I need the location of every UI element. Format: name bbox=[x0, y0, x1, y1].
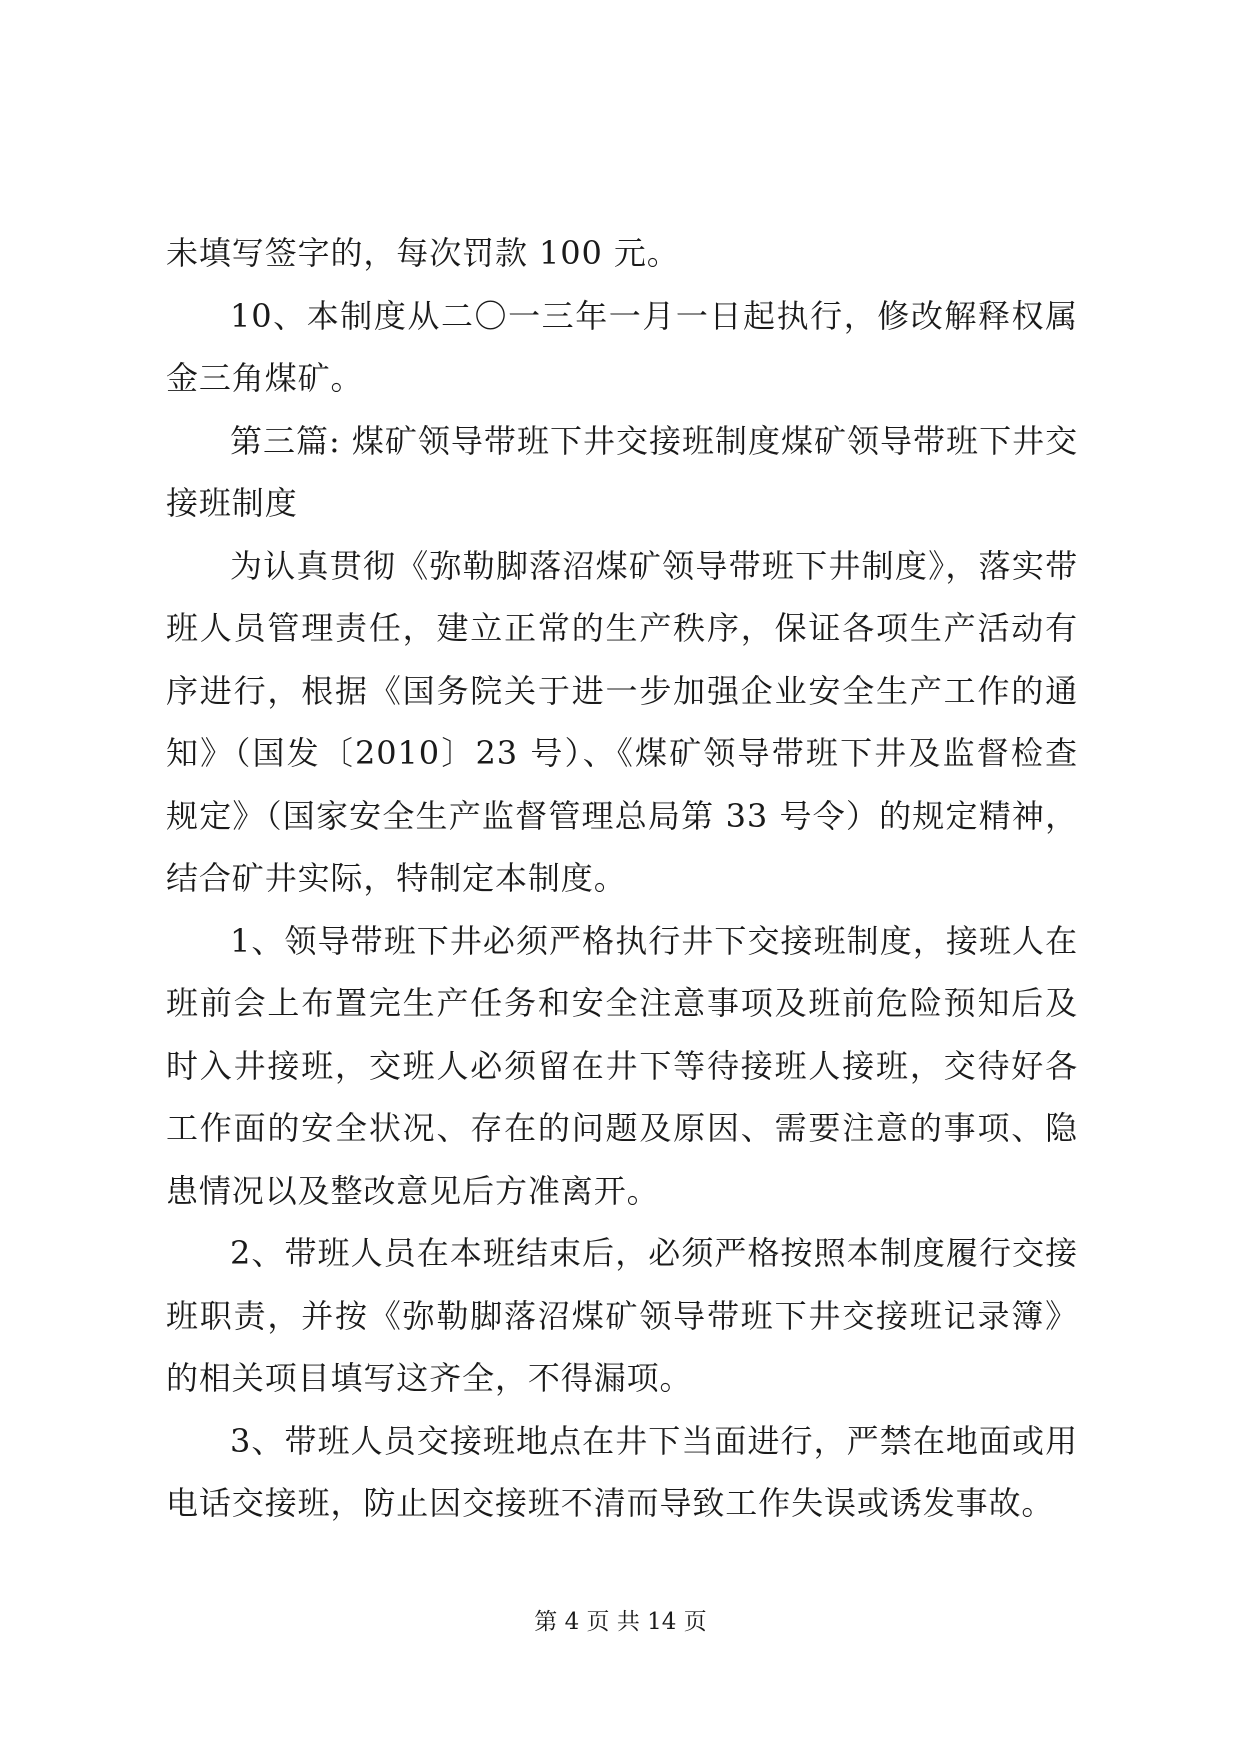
paragraph-clause-2: 2、带班人员在本班结束后，必须严格按照本制度履行交接班职责，并按《弥勒脚落沼煤矿领导带班下井交接班记录簿》的相关项目填写这齐全，不得漏项。 bbox=[166, 1234, 1078, 1397]
paragraph-fine-clause: 未填写签字的，每次罚款 100 元。 bbox=[166, 234, 680, 272]
paragraph-clause-3: 3、带班人员交接班地点在井下当面进行，严禁在地面或用电话交接班，防止因交接班不清而导致工作失误或诱发事故。 bbox=[166, 1421, 1078, 1522]
paragraph-clause-1: 1、领导带班下井必须严格执行井下交接班制度，接班人在班前会上布置完生产任务和安全注意事项及班前危险预知后及时入井接班，交班人必须留在井下等待接班人接班，交待好各工作面的安全状况、存在的问题及原因、需要注意的事项、隐患情况以及整改意见后方准离开。 bbox=[166, 921, 1078, 1210]
paragraph-clause-10: 10、本制度从二〇一三年一月一日起执行，修改解释权属金三角煤矿。 bbox=[166, 296, 1078, 397]
document-body bbox=[166, 222, 1078, 1535]
paragraph-section-heading: 第三篇: 煤矿领导带班下井交接班制度煤矿领导带班下井交接班制度 bbox=[166, 421, 1078, 522]
page-number-footer: 第 4 页 共 14 页 bbox=[534, 1609, 707, 1635]
paragraph-preamble: 为认真贯彻《弥勒脚落沼煤矿领导带班下井制度》，落实带班人员管理责任，建立正常的生产秩序，保证各项生产活动有序进行，根据《国务院关于进一步加强企业安全生产工作的通知》（国发〔2010〕23 号）、《煤矿领导带班下井及监督检查规定》（国家安全生产监督管理总局第 33 号令）的规定精神，结合矿井实际，特制定本制度。 bbox=[166, 546, 1078, 897]
